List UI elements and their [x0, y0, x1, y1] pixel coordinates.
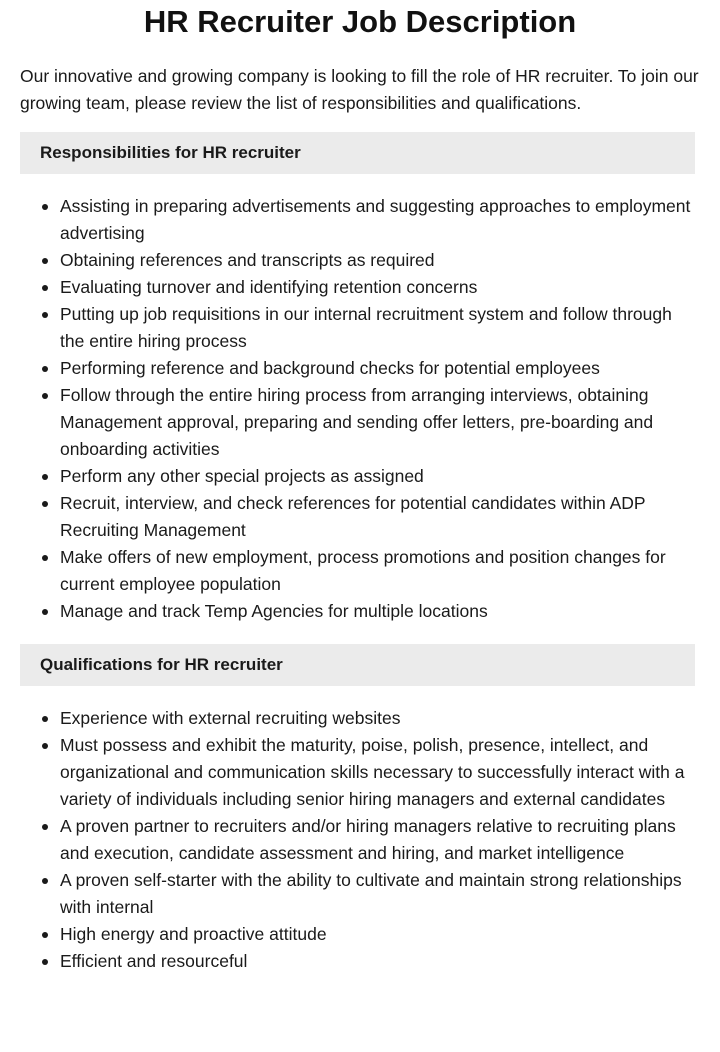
responsibility-item: Performing reference and background checks for potential employees: [60, 355, 700, 382]
responsibility-item: Putting up job requisitions in our internal recruitment system and follow through the entire hiring process: [60, 301, 700, 355]
qualification-item: Experience with external recruiting websites: [60, 705, 700, 732]
qualifications-heading: Qualifications for HR recruiter: [20, 644, 695, 686]
responsibility-item: Assisting in preparing advertisements and suggesting approaches to employment advertising: [60, 193, 700, 247]
qualification-item: High energy and proactive attitude: [60, 921, 700, 948]
qualifications-list: [20, 705, 700, 975]
responsibility-item: Manage and track Temp Agencies for multiple locations: [60, 598, 700, 625]
intro-paragraph: Our innovative and growing company is looking to fill the role of HR recruiter. To join our growing team, please review the list of responsibilities and qualifications.: [20, 66, 699, 113]
responsibilities-heading: Responsibilities for HR recruiter: [20, 132, 695, 174]
responsibility-item: Perform any other special projects as assigned: [60, 463, 700, 490]
qualification-item: Must possess and exhibit the maturity, poise, polish, presence, intellect, and organizational and communication skills necessary to successfully interact with a variety of individuals including senior hiring managers and external candidates: [60, 732, 700, 813]
responsibility-item: Make offers of new employment, process promotions and position changes for current employee population: [60, 544, 700, 598]
responsibilities-list: [20, 193, 700, 625]
qualification-item: Efficient and resourceful: [60, 948, 700, 975]
responsibility-item: Recruit, interview, and check references for potential candidates within ADP Recruiting Management: [60, 490, 700, 544]
page-title: HR Recruiter Job Description: [143, 4, 577, 39]
responsibility-item: Evaluating turnover and identifying retention concerns: [60, 274, 700, 301]
responsibility-item: Follow through the entire hiring process from arranging interviews, obtaining Management approval, preparing and sending offer letters, pre-boarding and onboarding activities: [60, 382, 700, 463]
qualification-item: A proven partner to recruiters and/or hiring managers relative to recruiting plans and execution, candidate assessment and hiring, and market intelligence: [60, 813, 700, 867]
qualification-item: A proven self-starter with the ability to cultivate and maintain strong relationships with internal: [60, 867, 700, 921]
responsibility-item: Obtaining references and transcripts as required: [60, 247, 700, 274]
